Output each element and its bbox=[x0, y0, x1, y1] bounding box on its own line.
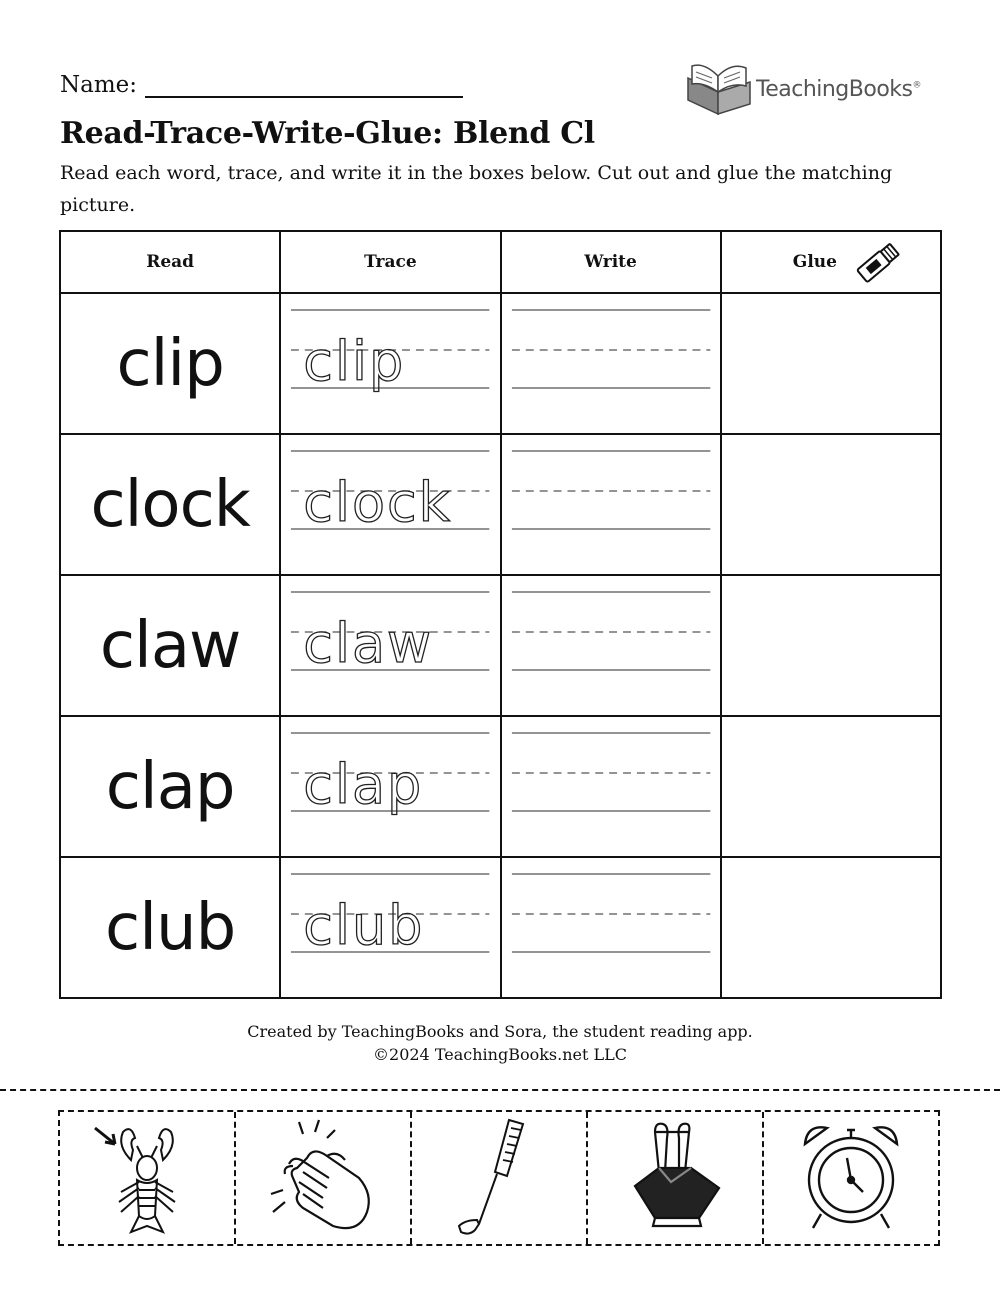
name-blank-line[interactable] bbox=[145, 70, 463, 98]
golf-club-icon bbox=[439, 1116, 559, 1240]
trace-cell[interactable] bbox=[280, 716, 500, 857]
registered-mark: ® bbox=[912, 80, 921, 91]
name-label: Name: bbox=[60, 72, 138, 98]
trace-word: clip bbox=[303, 330, 406, 393]
instructions: Read each word, trace, and write it in the boxes below. Cut out and glue the matching picture. bbox=[60, 162, 893, 216]
teachingbooks-logo bbox=[682, 56, 944, 118]
trace-word: clock bbox=[303, 471, 452, 534]
table-row bbox=[60, 575, 941, 716]
cutout-golf-club[interactable] bbox=[412, 1112, 588, 1244]
column-header-glue bbox=[721, 231, 941, 293]
trace-cell[interactable] bbox=[280, 293, 500, 434]
name-field bbox=[60, 70, 463, 98]
glue-stick-icon bbox=[853, 236, 905, 288]
table-row bbox=[60, 293, 941, 434]
handwriting-guidelines bbox=[502, 435, 720, 574]
trace-word: club bbox=[303, 894, 425, 957]
trace-word: claw bbox=[303, 612, 434, 675]
column-header-trace: Trace bbox=[280, 231, 500, 293]
glue-cell[interactable] bbox=[721, 434, 941, 575]
binder-clip-icon bbox=[615, 1116, 735, 1240]
lobster-claw-icon bbox=[87, 1116, 207, 1240]
write-cell[interactable] bbox=[501, 434, 721, 575]
write-cell[interactable] bbox=[501, 575, 721, 716]
trace-cell[interactable] bbox=[280, 857, 500, 998]
read-word: claw bbox=[60, 575, 280, 716]
handwriting-guidelines bbox=[502, 858, 720, 997]
glue-cell[interactable] bbox=[721, 857, 941, 998]
glue-cell[interactable] bbox=[721, 575, 941, 716]
write-cell[interactable] bbox=[501, 293, 721, 434]
header-row bbox=[60, 231, 941, 293]
credits bbox=[0, 1020, 1000, 1066]
credits-line-2: ©2024 TeachingBooks.net LLC bbox=[373, 1045, 627, 1064]
cutout-strip bbox=[58, 1110, 940, 1246]
read-word: clip bbox=[60, 293, 280, 434]
cutout-binder-clip[interactable] bbox=[588, 1112, 764, 1244]
worksheet-table bbox=[59, 230, 942, 999]
trace-cell[interactable] bbox=[280, 434, 500, 575]
handwriting-guidelines bbox=[502, 294, 720, 433]
cutout-clap[interactable] bbox=[236, 1112, 412, 1244]
write-cell[interactable] bbox=[501, 716, 721, 857]
handwriting-guidelines bbox=[502, 717, 720, 856]
glue-cell[interactable] bbox=[721, 716, 941, 857]
table-row bbox=[60, 857, 941, 998]
handwriting-guidelines bbox=[502, 576, 720, 715]
trace-word: clap bbox=[303, 753, 424, 816]
cutout-lobster[interactable] bbox=[60, 1112, 236, 1244]
read-word: club bbox=[60, 857, 280, 998]
column-header-write: Write bbox=[501, 231, 721, 293]
read-word: clock bbox=[60, 434, 280, 575]
table-row bbox=[60, 716, 941, 857]
logo-text: TeachingBooks bbox=[756, 76, 913, 102]
cutout-alarm-clock[interactable] bbox=[764, 1112, 938, 1244]
glue-label: Glue bbox=[792, 252, 837, 272]
column-header-read: Read bbox=[60, 231, 280, 293]
clapping-hands-icon bbox=[263, 1116, 383, 1240]
cut-line bbox=[0, 1089, 1000, 1091]
table-row bbox=[60, 434, 941, 575]
page-title: Read-Trace-Write-Glue: Blend Cl bbox=[60, 116, 595, 151]
write-cell[interactable] bbox=[501, 857, 721, 998]
logo-wordmark bbox=[756, 77, 921, 102]
credits-line-1: Created by TeachingBooks and Sora, the student reading app. bbox=[247, 1022, 753, 1041]
open-book-icon bbox=[682, 56, 760, 118]
alarm-clock-icon bbox=[791, 1116, 911, 1240]
glue-cell[interactable] bbox=[721, 293, 941, 434]
read-word: clap bbox=[60, 716, 280, 857]
trace-cell[interactable] bbox=[280, 575, 500, 716]
